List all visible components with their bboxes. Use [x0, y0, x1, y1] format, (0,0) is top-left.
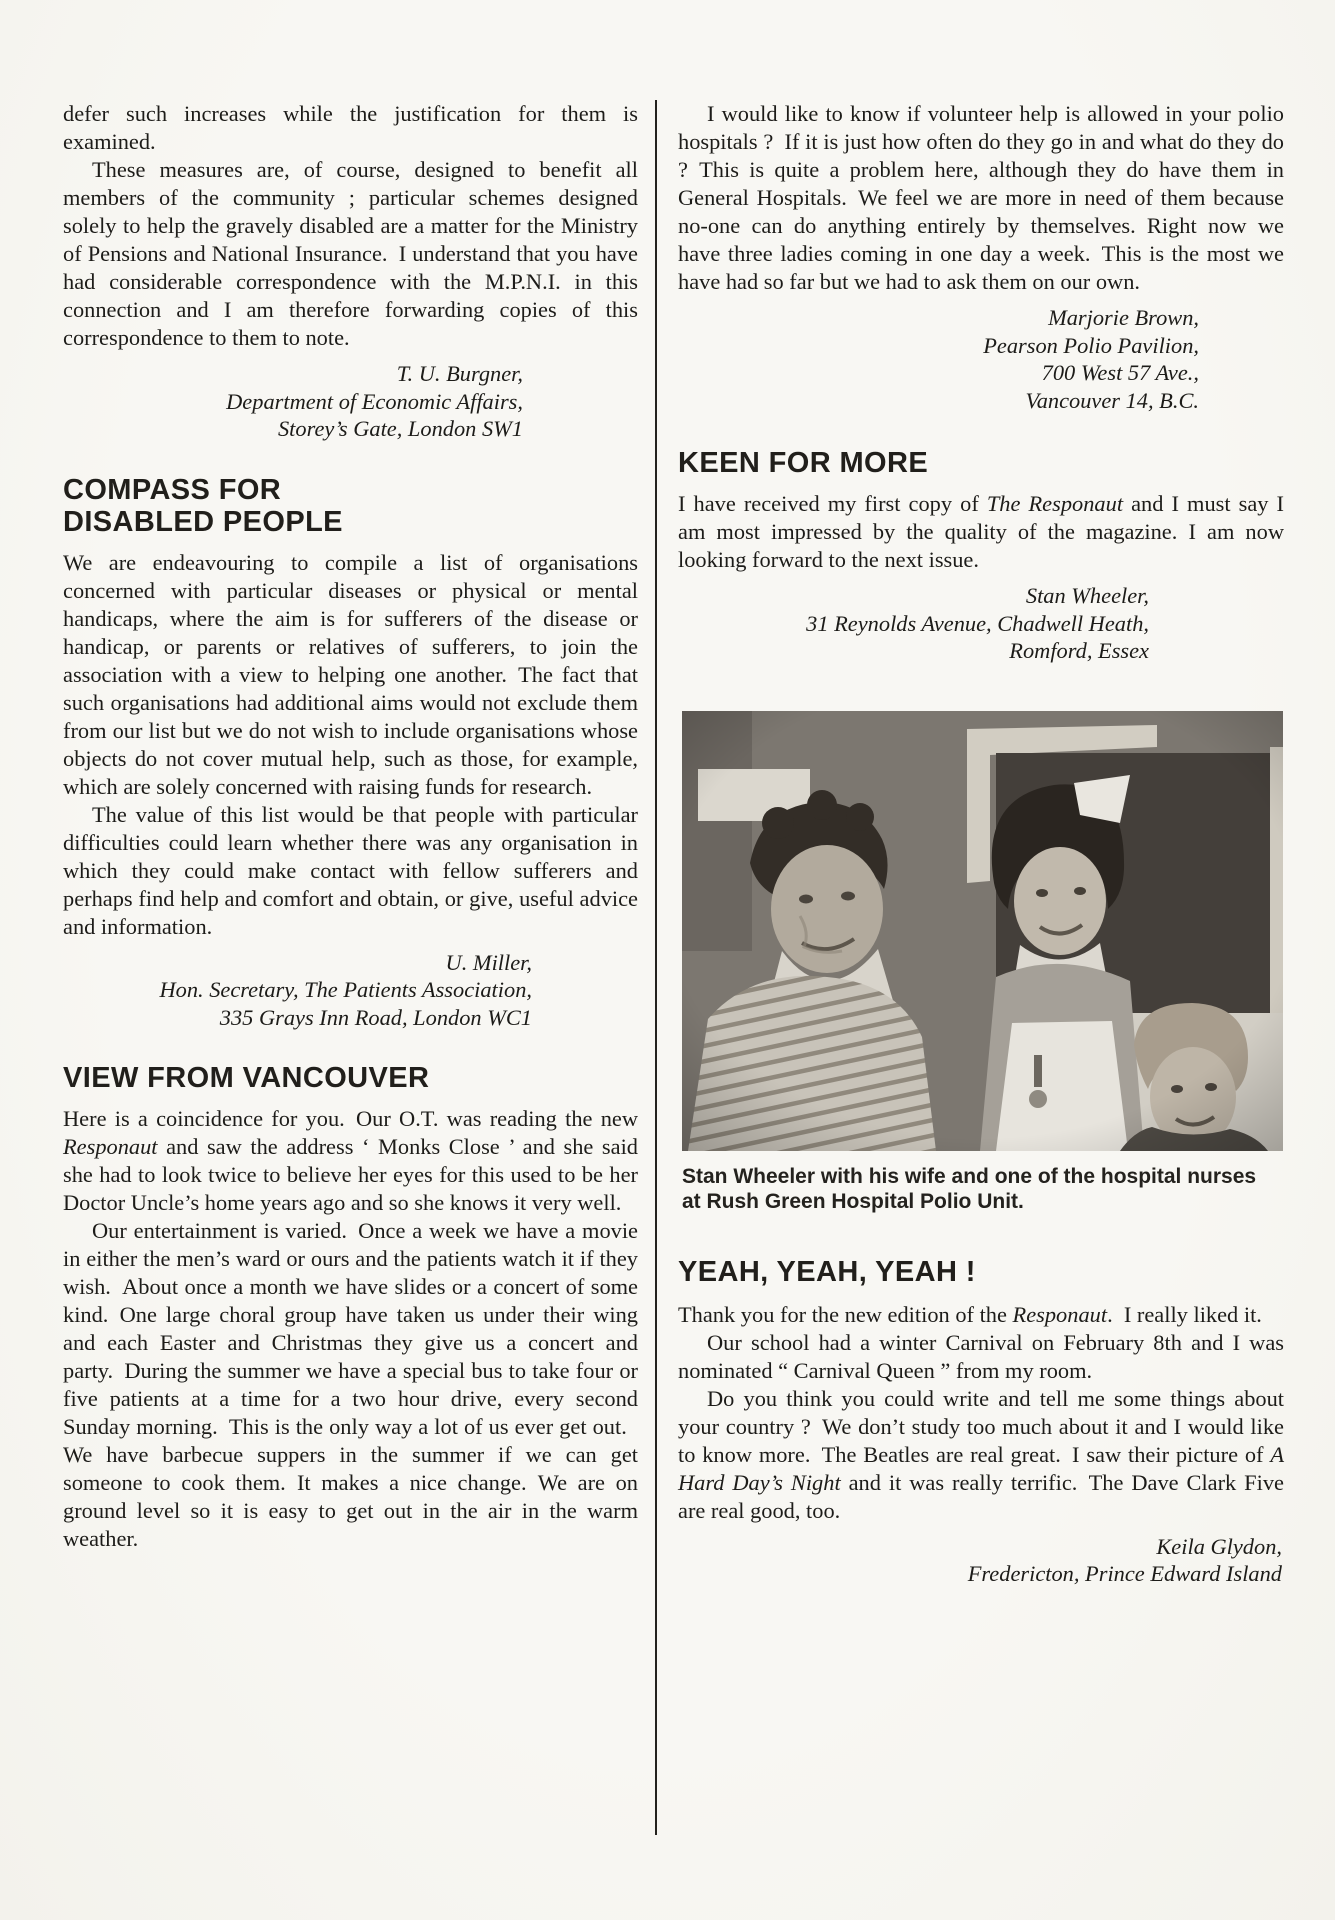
italic-magazine-title: The Responaut	[986, 491, 1124, 516]
signature-line: Pearson Polio Pavilion,	[983, 332, 1199, 358]
text-segment: and saw the address ‘ Monks Close ’ and she said she had to look twice to believe her eyes for this used to be her Doctor Uncle’s home years ago and so she knows it very well.	[63, 1134, 638, 1215]
signature-line: 335 Grays Inn Road, London WC1	[219, 1004, 532, 1030]
signature-miller	[63, 949, 638, 1032]
signature-glydon	[678, 1533, 1284, 1588]
left-column	[63, 100, 638, 1553]
italic-magazine-title: Responaut	[63, 1134, 158, 1159]
yeah-paragraph	[678, 1385, 1284, 1525]
compass-paragraph: We are endeavouring to compile a list of organisations concerned with particular diseases or physical or mental handicaps, where the aim is for sufferers of the disease or handicap, or parents or relatives of sufferers, to join the association with a view to helping one another. The fact that such organisations had additional aims would not exclude them from our list but we do not wish to include organisations whose objects do not cover mutual help, such as those, for example, which are solely concerned with raising funds for research.	[63, 549, 638, 799]
signature-line: Hon. Secretary, The Patients Association,	[159, 977, 532, 1002]
dea-letter-paragraph-continuation: defer such increases while the justification for them is examined.	[63, 101, 638, 154]
heading-compass-for-disabled-people	[63, 474, 638, 538]
signature-wheeler	[678, 582, 1284, 665]
hospital-photo-figure	[682, 711, 1283, 1214]
vancouver-paragraph: Our entertainment is varied. Once a week we have a movie in either the men’s ward or ours and the patients watch it if they wish. About once a month we have slides or a concert of some kind. One large choral group have taken us under their wing and each Easter and Christmas they give us a concert and party. During the summer we have a special bus to take four or five patients at a time for a two hour drive, every second Sunday morning. This is the only way a lot of us ever get out. We have barbecue suppers in the summer if we can get someone to cook them. It makes a nice change. We are on ground level so it is easy to get out in the air in the warm weather.	[63, 1218, 638, 1551]
heading-line: DISABLED PEOPLE	[63, 505, 343, 538]
two-column-layout	[63, 100, 1285, 1588]
text-segment: and I must say I am most impressed by the quality of the magazine. I am now looking forward to the next issue.	[678, 491, 1285, 572]
yeah-paragraph	[678, 1301, 1284, 1329]
photo-caption: Stan Wheeler with his wife and one of the hospital nurses at Rush Green Hospital Polio Unit.	[682, 1164, 1257, 1213]
signature-line: Romford, Essex	[1009, 638, 1149, 663]
keen-paragraph	[678, 490, 1284, 574]
text-segment: I have received my first copy of	[678, 491, 987, 516]
signature-line: Storey’s Gate, London SW1	[277, 416, 523, 441]
italic-film-title: A Hard Day’s Night	[678, 1441, 1284, 1495]
text-segment: Do you think you could write and tell me some things about your country ? We don’t study too much about it and I would like to know more. The Beatles are real great. I saw their picture of	[678, 1385, 1284, 1467]
heading-view-from-vancouver: VIEW FROM VANCOUVER	[63, 1062, 430, 1094]
right-column	[678, 100, 1284, 1588]
heading-keen-for-more: KEEN FOR MORE	[678, 447, 929, 479]
signature-line: Vancouver 14, B.C.	[1025, 387, 1199, 413]
yeah-paragraph: Our school had a winter Carnival on February 8th and I was nominated “ Carnival Queen ” from my room.	[678, 1329, 1284, 1383]
text-segment: Here is a coincidence for you. Our O.T. was reading the new	[63, 1106, 638, 1131]
vancouver-paragraph	[63, 1105, 638, 1217]
signature-line: Stan Wheeler,	[1025, 583, 1149, 608]
text-segment: . I really liked it.	[1107, 1301, 1262, 1327]
signature-line: T. U. Burgner,	[396, 361, 523, 386]
signature-line: Department of Economic Affairs,	[226, 388, 523, 414]
heading-line: COMPASS FOR	[63, 473, 282, 506]
signature-line: 700 West 57 Ave.,	[1041, 360, 1199, 385]
volunteer-letter-paragraph: I would like to know if volunteer help is allowed in your polio hospitals ? If it is just how often do they go in and what do they do ? This is quite a problem here, although they do have them in General Hospitals. We feel we are more in need of them because no-one can do anything entirely by themselves. Right now we have three ladies coming in one day a week. This is the most we have had so far but we had to ask them on our own.	[678, 101, 1284, 294]
compass-paragraph: The value of this list would be that people with particular difficulties could learn whether there was any organisation in which they could make contact with fellow sufferers and perhaps find help and comfort and obtain, or give, useful advice and information.	[63, 801, 638, 939]
signature-line: Marjorie Brown,	[1048, 305, 1199, 330]
italic-magazine-title: Responaut	[1012, 1301, 1108, 1327]
heading-yeah-yeah-yeah: YEAH, YEAH, YEAH !	[678, 1255, 976, 1288]
signature-burgner	[63, 360, 638, 443]
signature-line: Keila Glydon,	[1156, 1533, 1282, 1559]
text-segment: Thank you for the new edition of the	[678, 1301, 1013, 1327]
hospital-photo	[682, 711, 1283, 1151]
signature-line: 31 Reynolds Avenue, Chadwell Heath,	[806, 610, 1149, 636]
signature-line: Fredericton, Prince Edward Island	[967, 1561, 1282, 1586]
signature-brown	[678, 304, 1284, 414]
text-segment: and it was really terrific. The Dave Clark Five are real good, too.	[678, 1469, 1284, 1523]
column-divider-rule	[655, 100, 657, 1835]
signature-line: U. Miller,	[445, 949, 532, 975]
dea-letter-paragraph: These measures are, of course, designed to benefit all members of the community ; particular schemes designed solely to help the gravely disabled are a matter for the Ministry of Pensions and National Insurance. I understand that you have had considerable correspondence with the M.P.N.I. in this connection and I am therefore forwarding copies of this correspondence to them to note.	[63, 157, 638, 350]
